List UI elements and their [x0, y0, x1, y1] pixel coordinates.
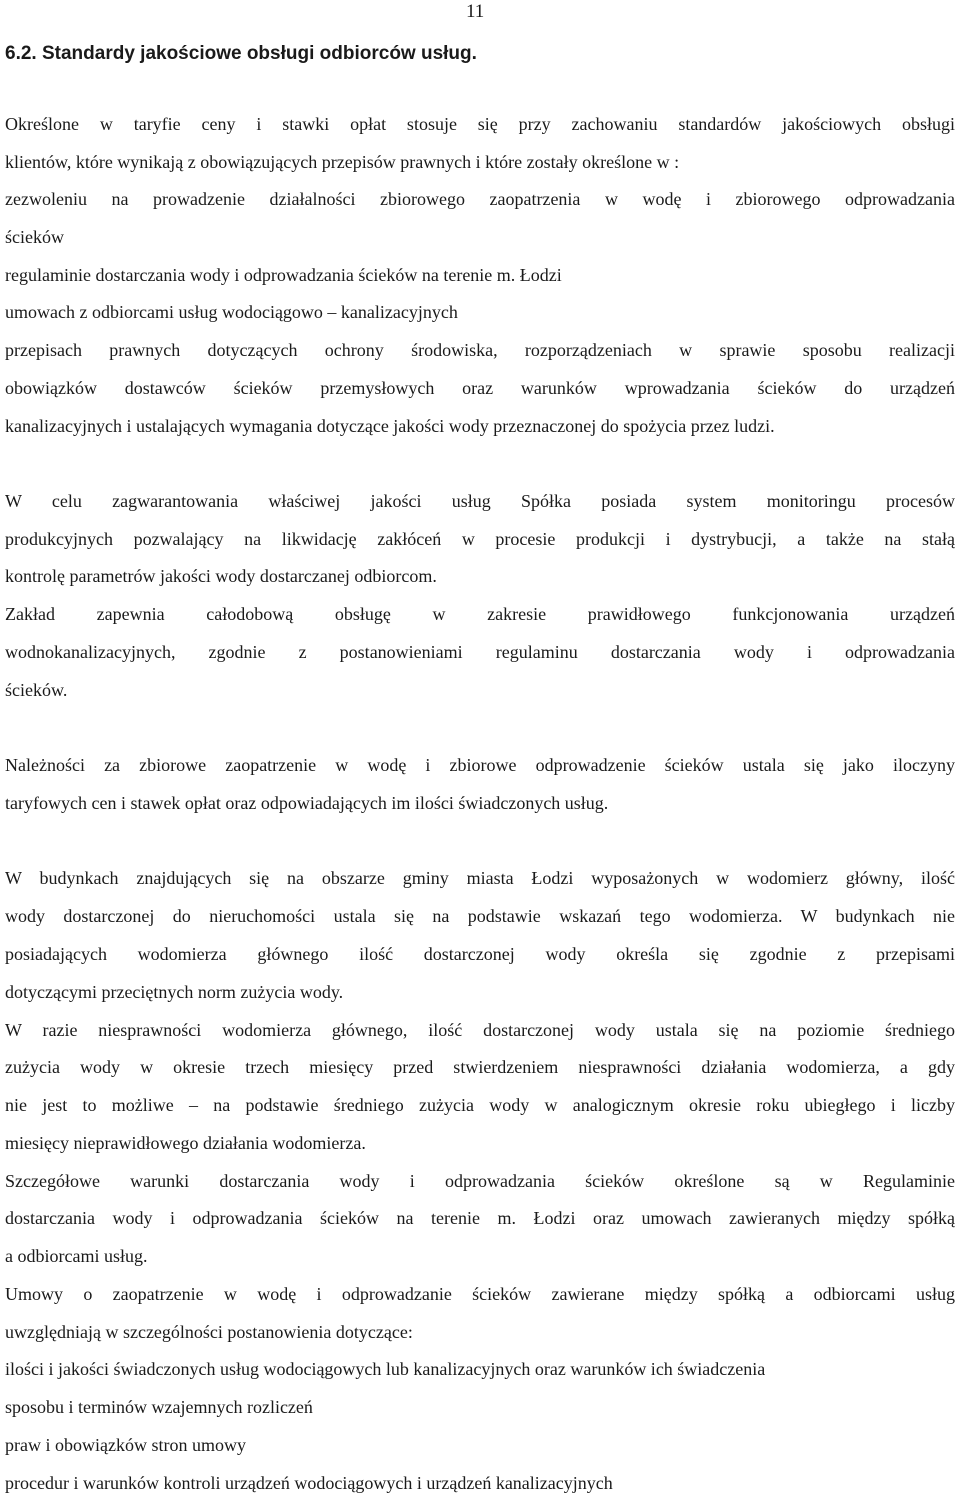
- text-line: wody dostarczonej do nieruchomości ustala się na podstawie wskazań tego wodomierza. W budynkach nie: [5, 906, 955, 926]
- text-line: przepisach prawnych dotyczących ochrony środowiska, rozporządzeniach w sprawie sposobu realizacji: [5, 340, 955, 360]
- text-line: nie jest to możliwe – na podstawie średniego zużycia wody w analogicznym okresie roku ubiegłego i liczby: [5, 1095, 955, 1115]
- text-line: Określone w taryfie ceny i stawki opłat stosuje się przy zachowaniu standardów jakościowych obsługi: [5, 114, 955, 134]
- text-line: praw i obowiązków stron umowy: [5, 1435, 246, 1455]
- text-line: zużycia wody w okresie trzech miesięcy przed stwierdzeniem niesprawności działania wodomierza, a gdy: [5, 1057, 955, 1077]
- text-line: kanalizacyjnych i ustalających wymagania dotyczące jakości wody przeznaczonej do spożycia przez ludzi.: [5, 416, 775, 436]
- text-line: dotyczącymi przeciętnych norm zużycia wody.: [5, 982, 344, 1002]
- text-line: klientów, które wynikają z obowiązujących przepisów prawnych i które zostały określone w :: [5, 152, 680, 172]
- text-line: uwzględniają w szczególności postanowienia dotyczące:: [5, 1322, 413, 1342]
- text-line: wodnokanalizacyjnych, zgodnie z postanowieniami regulaminu dostarczania wody i odprowadzania: [5, 642, 955, 662]
- text-line: posiadających wodomierza głównego ilość dostarczonej wody określa się zgodnie z przepisami: [5, 944, 955, 964]
- text-line: procedur i warunków kontroli urządzeń wodociągowych i urządzeń kanalizacyjnych: [5, 1473, 613, 1493]
- text-line: Szczegółowe warunki dostarczania wody i odprowadzania ścieków określone są w Regulaminie: [5, 1171, 955, 1191]
- text-line: Należności za zbiorowe zaopatrzenie w wodę i zbiorowe odprowadzenie ścieków ustala się jako iloczyny: [5, 755, 955, 775]
- text-line: miesięcy nieprawidłowego działania wodomierza.: [5, 1133, 366, 1153]
- text-line: kontrolę parametrów jakości wody dostarczanej odbiorcom.: [5, 566, 437, 586]
- text-line: W razie niesprawności wodomierza głównego, ilość dostarczonej wody ustala się na poziomie średniego: [5, 1020, 955, 1040]
- text-line: regulaminie dostarczania wody i odprowadzania ścieków na terenie m. Łodzi: [5, 265, 562, 285]
- text-line: zezwoleniu na prowadzenie działalności zbiorowego zaopatrzenia w wodę i zbiorowego odprowadzania: [5, 189, 955, 209]
- text-line: taryfowych cen i stawek opłat oraz odpowiadających im ilości świadczonych usług.: [5, 793, 609, 813]
- text-line: ścieków.: [5, 680, 68, 700]
- section-heading: 6.2. Standardy jakościowe obsługi odbiorców usług.: [5, 43, 477, 64]
- text-line: produkcyjnych pozwalający na likwidację zakłóceń w procesie produkcji i dystrybucji, a także na stałą: [5, 529, 955, 549]
- text-line: dostarczania wody i odprowadzania ścieków na terenie m. Łodzi oraz umowach zawieranych między spółką: [5, 1208, 955, 1228]
- page-number: 11: [466, 1, 485, 22]
- text-line: Zakład zapewnia całodobową obsługę w zakresie prawidłowego funkcjonowania urządzeń: [5, 604, 955, 624]
- text-line: umowach z odbiorcami usług wodociągowo – kanalizacyjnych: [5, 302, 458, 322]
- text-line: obowiązków dostawców ścieków przemysłowych oraz warunków wprowadzania ścieków do urządzeń: [5, 378, 955, 398]
- text-line: a odbiorcami usług.: [5, 1246, 148, 1266]
- text-line: W budynkach znajdujących się na obszarze gminy miasta Łodzi wyposażonych w wodomierz główny, ilość: [5, 868, 955, 888]
- text-line: Umowy o zaopatrzenie w wodę i odprowadzanie ścieków zawierane między spółką a odbiorcami usług: [5, 1284, 955, 1304]
- text-line: W celu zagwarantowania właściwej jakości usług Spółka posiada system monitoringu procesów: [5, 491, 955, 511]
- text-line: sposobu i terminów wzajemnych rozliczeń: [5, 1397, 313, 1417]
- text-line: ścieków: [5, 227, 64, 247]
- text-line: ilości i jakości świadczonych usług wodociągowych lub kanalizacyjnych oraz warunków ich świadczenia: [5, 1359, 766, 1379]
